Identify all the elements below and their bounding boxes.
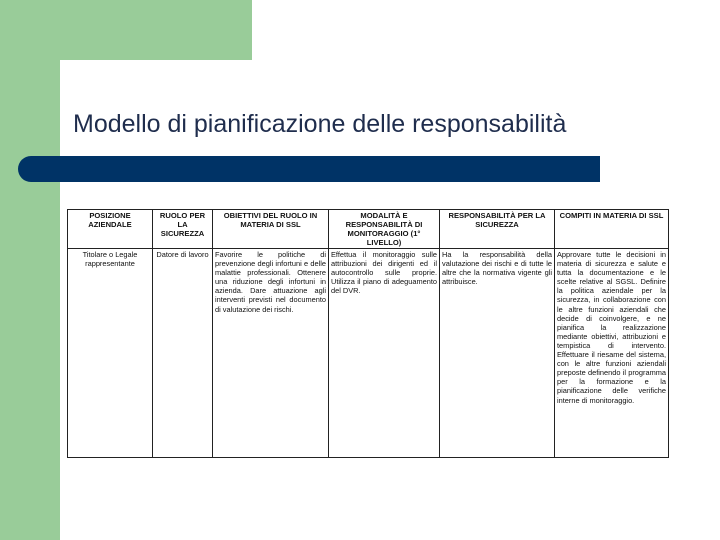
- header-compiti: COMPITI IN MATERIA DI SSL: [555, 210, 669, 249]
- responsibility-table: [67, 209, 669, 458]
- cell-modalita: Effettua il monitoraggio sulle attribuzioni dei dirigenti ed il autocontrollo sulle proprie. Utilizza il piano di adeguamento del DVR.: [329, 249, 440, 458]
- header-ruolo: RUOLO PER LA SICUREZZA: [153, 210, 213, 249]
- table-row: [68, 249, 669, 458]
- left-accent-bar: [0, 0, 60, 540]
- header-modalita: MODALITÀ E RESPONSABILITÀ DI MONITORAGGIO (1° LIVELLO): [329, 210, 440, 249]
- cell-obiettivi: Favorire le politiche di prevenzione degli infortuni e delle malattie professionali. Ottenere una riduzione degli infortuni in azienda. Dare attuazione agli interventi previsti nel documento di valutazione dei rischi.: [213, 249, 329, 458]
- cell-responsabilita: Ha la responsabilità della valutazione dei rischi e di tutte le altre che la normativa vigente gli attribuisce.: [440, 249, 555, 458]
- header-responsabilita: RESPONSABILITÀ PER LA SICUREZZA: [440, 210, 555, 249]
- header-obiettivi: OBIETTIVI DEL RUOLO IN MATERIA DI SSL: [213, 210, 329, 249]
- title-underline-bar: [18, 156, 600, 182]
- table-header-row: [68, 210, 669, 249]
- cell-ruolo: Datore di lavoro: [153, 249, 213, 458]
- header-posizione: POSIZIONE AZIENDALE: [68, 210, 153, 249]
- slide-title: Modello di pianificazione delle responsabilità: [73, 110, 567, 138]
- cell-posizione: Titolare o Legale rappresentante: [68, 249, 153, 458]
- top-accent-block: [0, 0, 252, 60]
- cell-compiti: Approvare tutte le decisioni in materia di sicurezza e salute e tutta la documentazione e le scelte relative al SGSL. Definire la politica aziendale per la sicurezza, in collaborazione con le altre funzioni aziendali che decide di coinvolgere, e ne pianifica la realizzazione mediante obiettivi, attribuzioni e tempistica di intervento. Effettuare il riesame del sistema, con le altre funzioni aziendali preposte definendo il programma per la formazione e la pianificazione delle verifiche interne di monitoraggio.: [555, 249, 669, 458]
